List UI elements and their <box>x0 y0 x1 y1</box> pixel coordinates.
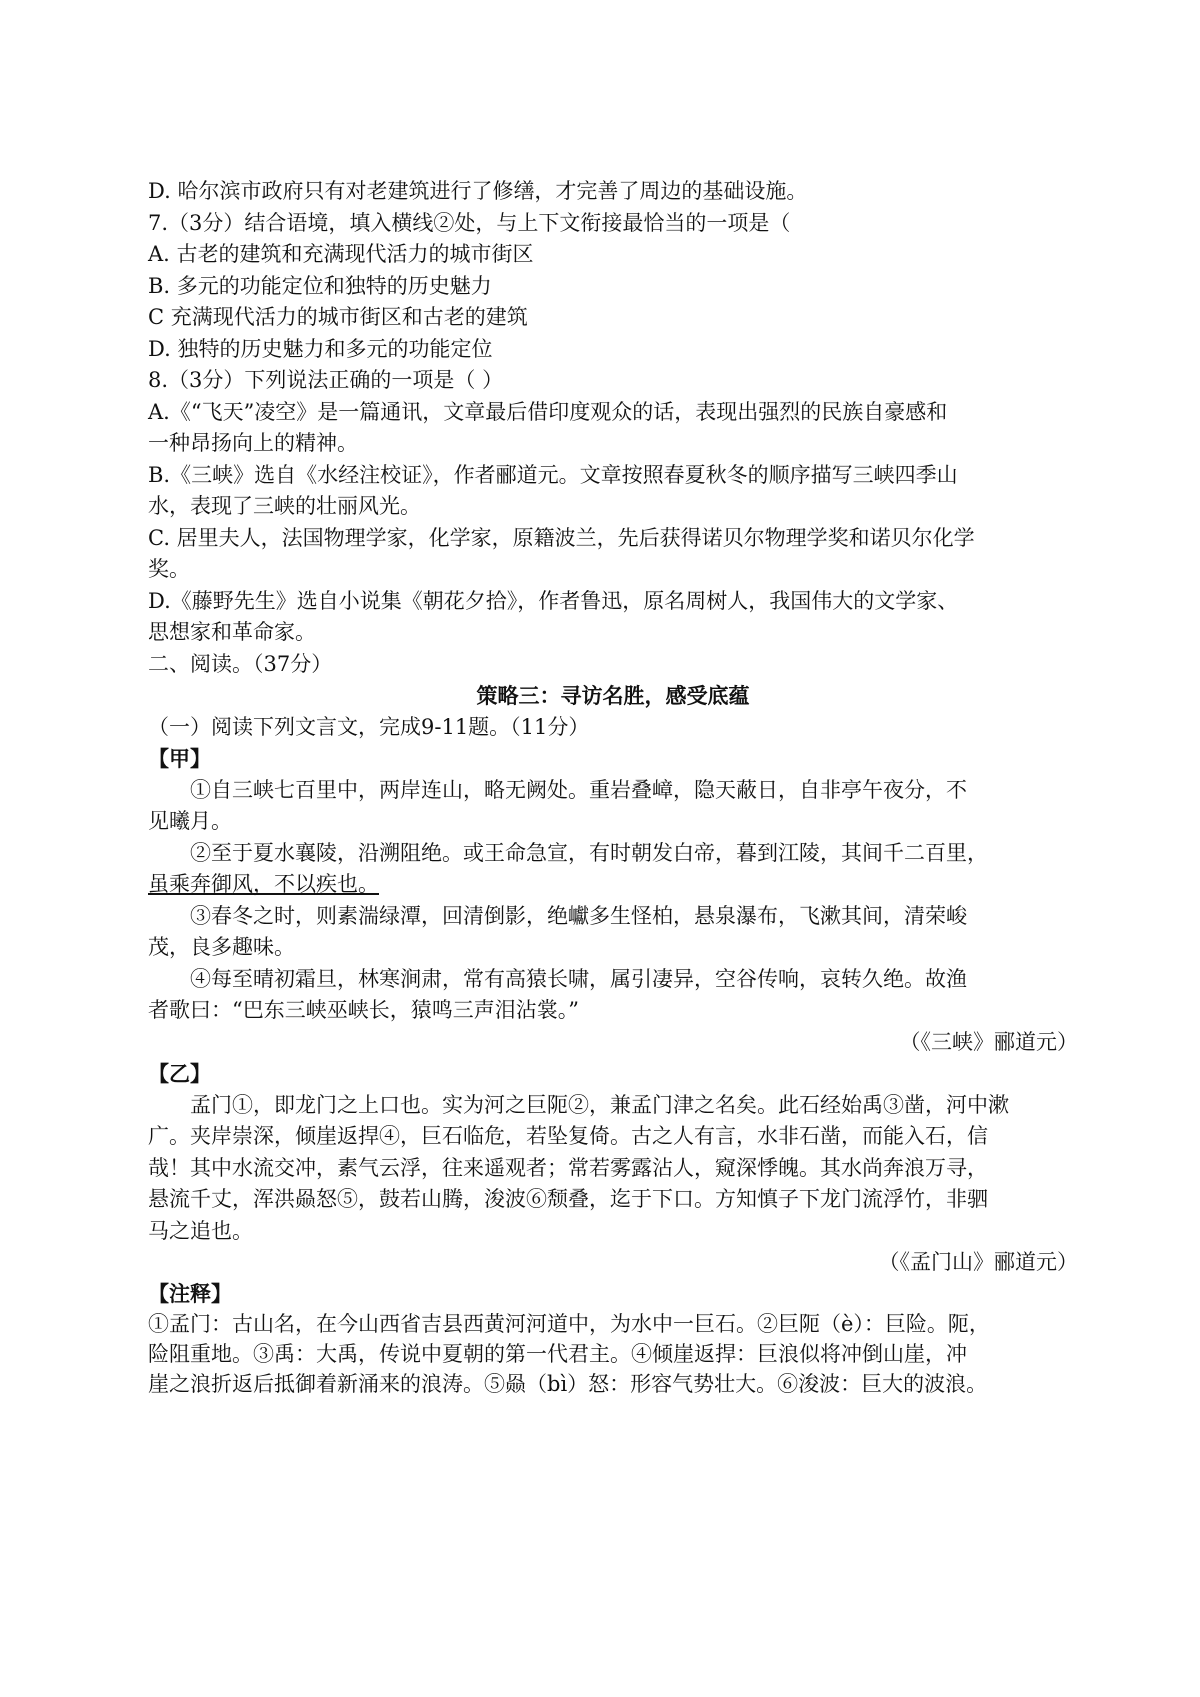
yi-label: 【乙】 <box>148 1061 211 1086</box>
jia-p1-line2: 见曦月。 <box>148 809 232 833</box>
jia-p3-line1: ③春冬之时，则素湍绿潭，回清倒影，绝巘多生怪柏，悬泉瀑布，飞漱其间，清荣峻 <box>190 903 967 928</box>
q8-option-b-line1: B.《三峡》选自《水经注校证》，作者郦道元。文章按照春夏秋冬的顺序描写三峡四季山 <box>148 462 958 487</box>
yi-source: （《孟门山》郦道元） <box>878 1250 1078 1274</box>
yi-line3: 哉！其中水流交冲，素气云浮，往来遥观者；常若雾露沾人，窥深悸魄。其水尚奔浪万寻， <box>148 1155 988 1180</box>
q8-option-a-line2: 一种昂扬向上的精神。 <box>148 431 358 455</box>
note-line1: ①孟门：古山名，在今山西省吉县西黄河河道中，为水中一巨石。②巨阨（è）：巨险。阨， <box>148 1311 990 1336</box>
note-line3: 崖之浪折返后抵御着新涌来的浪涛。⑤赑（bì）怒：形容气势壮大。⑥浚波：巨大的波浪。 <box>148 1371 988 1396</box>
q8-option-d-line2: 思想家和革命家。 <box>148 620 316 644</box>
q7-stem: 7.（3分）结合语境，填入横线②处，与上下文衔接最恰当的一项是（ <box>148 210 791 235</box>
subsection-heading: （一）阅读下列文言文，完成9-11题。（11分） <box>148 714 590 739</box>
exam-content <box>148 176 1078 1399</box>
strategy-title: 策略三：寻访名胜，感受底蕴 <box>476 683 750 708</box>
q8-option-c-line1: C. 居里夫人，法国物理学家，化学家，原籍波兰，先后获得诺贝尔物理学奖和诺贝尔化学 <box>148 525 975 550</box>
notes-label: 【注释】 <box>148 1280 232 1306</box>
jia-p1-line1: ①自三峡七百里中，两岸连山，略无阙处。重岩叠嶂，隐天蔽日，自非亭午夜分，不 <box>190 777 967 802</box>
jia-p2-line2 <box>148 869 1078 901</box>
yi-line5: 马之追也。 <box>148 1218 253 1243</box>
jia-source: （《三峡》郦道元） <box>899 1029 1078 1054</box>
notes-block <box>148 1279 1078 1399</box>
q7-option-a: A. 古老的建筑和充满现代活力的城市街区 <box>148 242 534 266</box>
q8-stem: 8.（3分）下列说法正确的一项是（ ） <box>148 368 504 392</box>
jia-p4-line1: ④每至晴初霜旦，林寒涧肃，常有高猿长啸，属引凄异，空谷传响，哀转久绝。故渔 <box>190 966 967 991</box>
yi-line2: 广。夹岸崇深，倾崖返捍④，巨石临危，若坠复倚。古之人有言，水非石凿，而能入石，信 <box>148 1124 988 1148</box>
section-heading: 二、阅读。（37分） <box>148 651 333 676</box>
note-line2: 险阻重地。③禹：大禹，传说中夏朝的第一代君主。④倾崖返捍：巨浪似将冲倒山崖，冲 <box>148 1341 967 1366</box>
q8-option-b-line2: 水，表现了三峡的壮丽风光。 <box>148 494 421 518</box>
q8-option-d-line1: D.《藤野先生》选自小说集《朝花夕拾》，作者鲁迅，原名周树人，我国伟大的文学家、 <box>148 588 959 613</box>
q7-option-b: B. 多元的功能定位和独特的历史魅力 <box>148 273 492 298</box>
q8-option-c-line2: 奖。 <box>148 557 190 581</box>
q6-option-d: D. 哈尔滨市政府只有对老建筑进行了修缮，才完善了周边的基础设施。 <box>148 179 808 203</box>
q7-option-c: C 充满现代活力的城市街区和古老的建筑 <box>148 305 528 329</box>
yi-line4: 悬流千丈，浑洪赑怒⑤，鼓若山腾，浚波⑥颓叠，迄于下口。方知慎子下龙门流浮竹，非驷 <box>148 1187 988 1211</box>
jia-label: 【甲】 <box>148 746 211 771</box>
yi-line1: 孟门①，即龙门之上口也。实为河之巨阨②，兼孟门津之名矣。此石经始禹③凿，河中漱 <box>190 1092 1009 1117</box>
jia-p4-line2: 者歌曰：“巴东三峡巫峡长，猿鸣三声泪沾裳。” <box>148 998 579 1022</box>
underlined-sentence: 虽乘奔御风，不以疾也。 <box>148 872 379 896</box>
q7-option-d: D. 独特的历史魅力和多元的功能定位 <box>148 336 493 361</box>
q8-option-a-line1: A.《“飞天”凌空》是一篇通讯，文章最后借印度观众的话，表现出强烈的民族自豪感和 <box>148 399 948 424</box>
jia-p2-line1: ②至于夏水襄陵，沿溯阻绝。或王命急宣，有时朝发白帝，暮到江陵，其间千二百里， <box>190 840 988 865</box>
jia-p3-line2: 茂，良多趣味。 <box>148 935 295 959</box>
